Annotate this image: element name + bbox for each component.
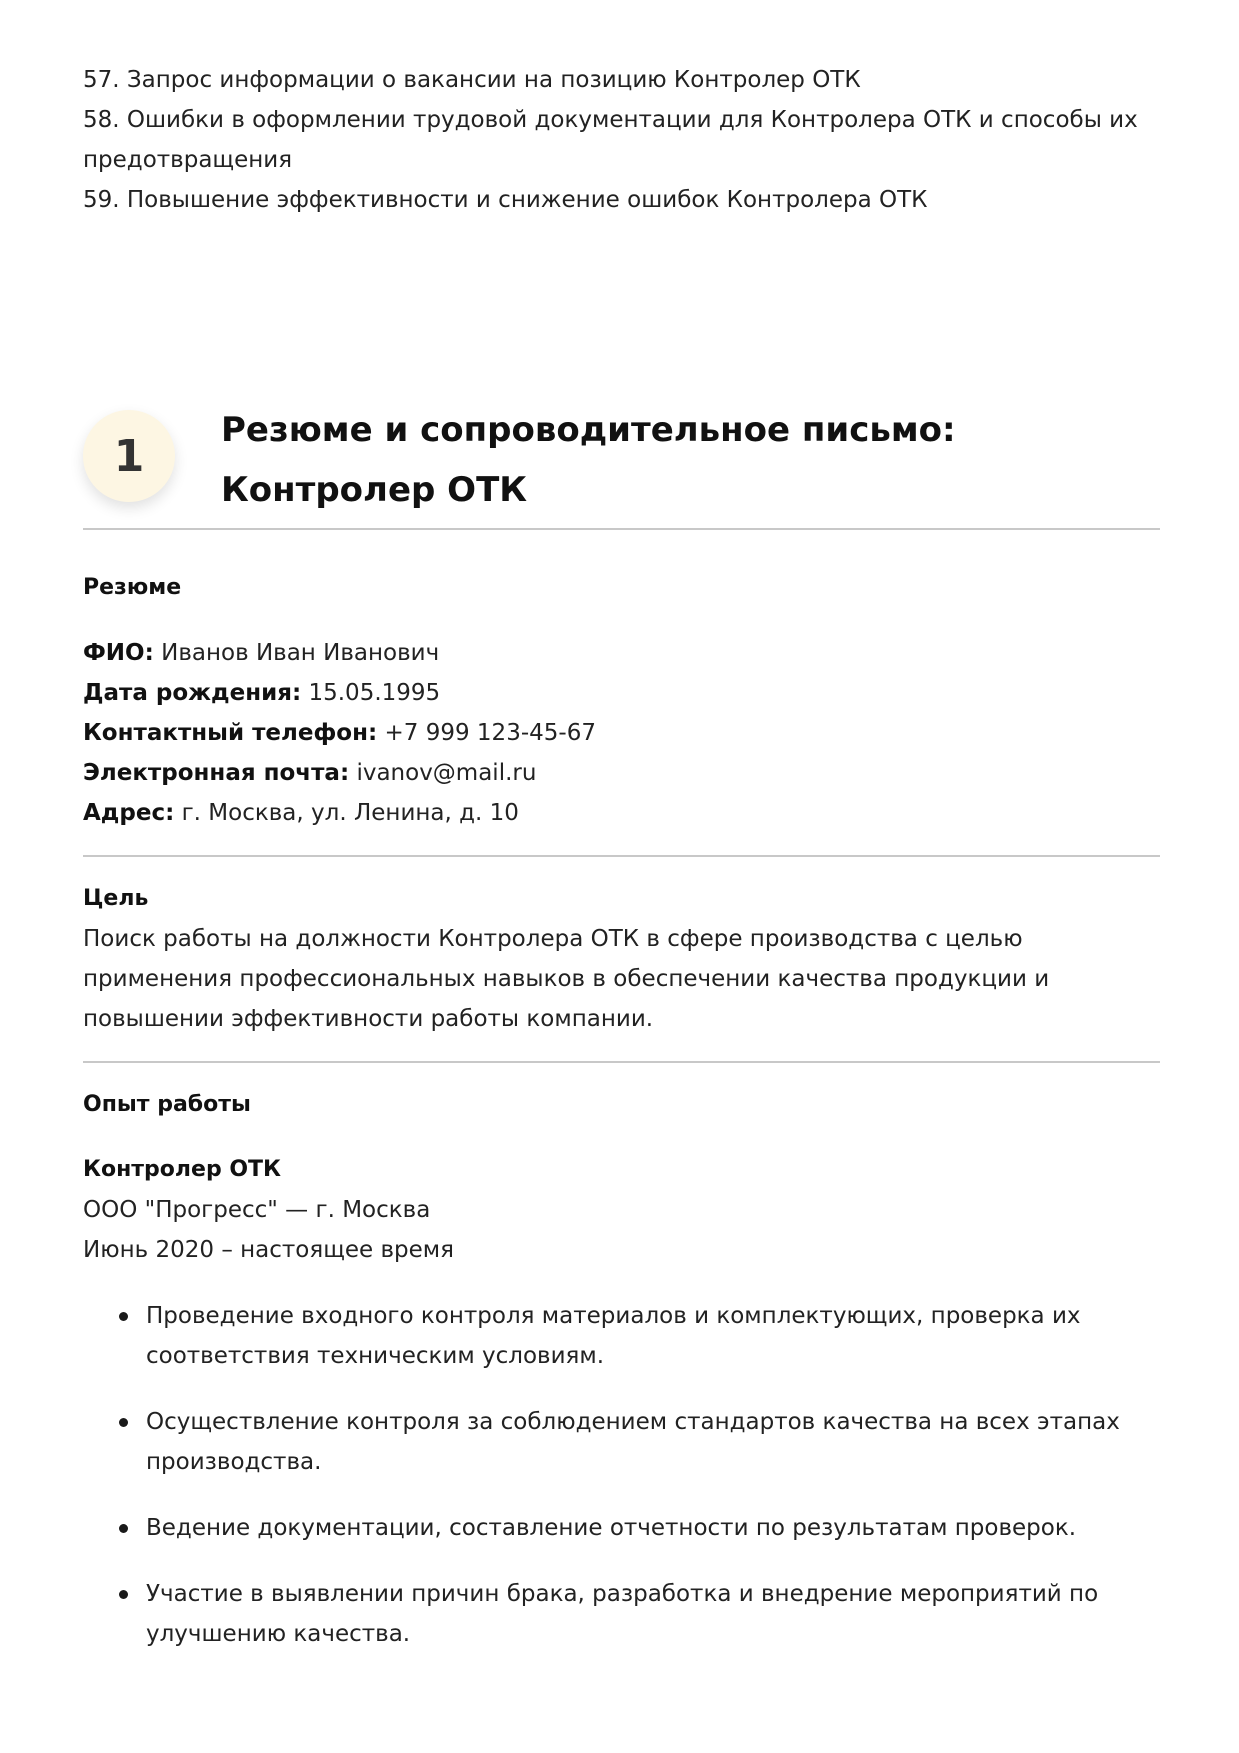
resume-heading: Резюме xyxy=(83,575,182,600)
field-value: 15.05.1995 xyxy=(308,680,441,706)
duties-list xyxy=(83,1296,1160,1654)
duty-text: Участие в выявлении причин брака, разработка и внедрение мероприятий по улучшению качества. xyxy=(146,1581,1099,1647)
resume-field-name xyxy=(83,633,1160,673)
resume-field-email xyxy=(83,753,1160,793)
duty-text: Проведение входного контроля материалов и комплектующих, проверка их соответствия техническим условиям. xyxy=(146,1303,1081,1369)
job-position: Контролер ОТК xyxy=(83,1157,282,1182)
field-label: ФИО: xyxy=(83,640,154,666)
resume-field-phone xyxy=(83,713,1160,753)
goal-heading: Цель xyxy=(83,886,149,911)
bullet-icon xyxy=(119,1418,128,1427)
field-label: Электронная почта: xyxy=(83,760,350,786)
job-company: ООО "Прогресс" — г. Москва xyxy=(83,1197,431,1223)
toc-item[interactable]: 57. Запрос информации о вакансии на позицию Контролер ОТК xyxy=(83,67,861,93)
field-value: +7 999 123-45-67 xyxy=(384,720,596,746)
resume-field-address xyxy=(83,793,1160,833)
field-label: Контактный телефон: xyxy=(83,720,378,746)
list-item xyxy=(83,1402,1160,1482)
toc-item[interactable]: 59. Повышение эффективности и снижение ошибок Контролера ОТК xyxy=(83,187,928,213)
table-of-contents xyxy=(83,60,1160,220)
list-item xyxy=(83,1508,1160,1548)
experience-heading: Опыт работы xyxy=(83,1092,251,1117)
toc-item[interactable]: 58. Ошибки в оформлении трудовой документации для Контролера ОТК и способы их предотвращения xyxy=(83,107,1138,173)
resume-field-birthdate xyxy=(83,673,1160,713)
field-label: Адрес: xyxy=(83,800,175,826)
field-value: г. Москва, ул. Ленина, д. 10 xyxy=(181,800,519,826)
bullet-icon xyxy=(119,1524,128,1533)
section-header xyxy=(83,400,1160,530)
bullet-icon xyxy=(119,1590,128,1599)
list-item xyxy=(83,1574,1160,1654)
duty-text: Ведение документации, составление отчетности по результатам проверок. xyxy=(146,1515,1077,1541)
job-period: Июнь 2020 – настоящее время xyxy=(83,1237,454,1263)
field-value: Иванов Иван Иванович xyxy=(161,640,440,666)
field-label: Дата рождения: xyxy=(83,680,302,706)
field-value[interactable]: ivanov@mail.ru xyxy=(356,760,537,786)
list-item xyxy=(83,1296,1160,1376)
bullet-icon xyxy=(119,1312,128,1321)
goal-text: Поиск работы на должности Контролера ОТК в сфере производства с целью применения профессиональных навыков в обеспечении качества продукции и повышении эффективности работы компании. xyxy=(83,926,1050,1032)
section-number-badge: 1 xyxy=(83,410,175,502)
section-title: Резюме и сопроводительное письмо: Контролер ОТК xyxy=(221,410,956,510)
duty-text: Осуществление контроля за соблюдением стандартов качества на всех этапах производства. xyxy=(146,1409,1120,1475)
resume-content xyxy=(83,568,1160,1680)
